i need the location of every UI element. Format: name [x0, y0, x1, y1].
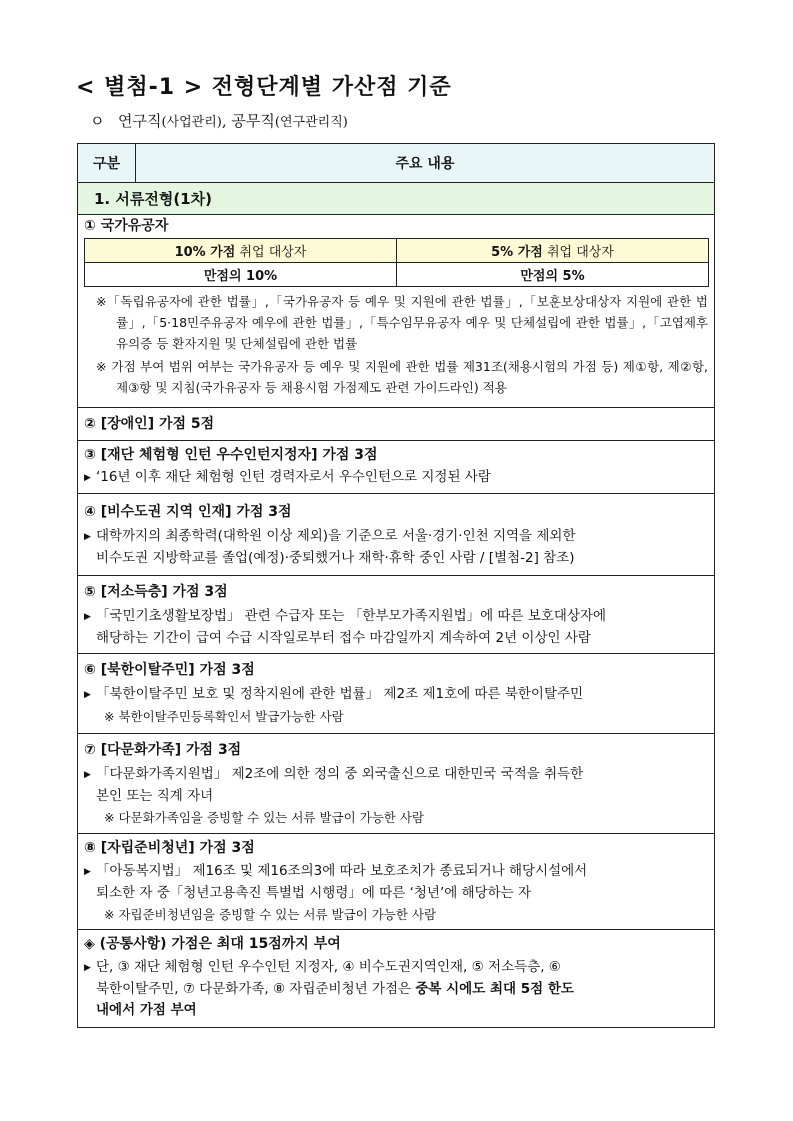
item-line: 북한이탈주민, ⑦ 다문화가족, ⑧ 자립준비청년 가점은 — [96, 981, 416, 997]
item-note: ※ 자립준비청년임을 증빙할 수 있는 서류 발급이 가능한 사람 — [104, 907, 437, 922]
item-youth — [77, 834, 715, 930]
item-common — [77, 930, 715, 1028]
item-heading: ⑦ [다문화가족] 가점 3점 — [84, 742, 242, 758]
item-multicultural — [77, 734, 715, 834]
item-heading: ◈ (공통사항) 가점은 최대 15점까지 부여 — [84, 936, 341, 952]
section-heading: 1. 서류전형(1차) — [77, 183, 715, 215]
item-veterans — [77, 214, 715, 408]
item-heading: ② [장애인] 가점 5점 — [84, 416, 215, 432]
item-note: ※ 다문화가족임을 증빙할 수 있는 서류 발급이 가능한 사람 — [104, 810, 424, 825]
item-line: 해당하는 기간이 급여 수급 시작일로부터 접수 마감일까지 계속하여 2년 이상인 사람 — [96, 630, 591, 646]
item-heading: ③ [재단 체험형 인턴 우수인턴지정자] 가점 3점 — [84, 447, 378, 463]
item-line: 퇴소한 자 중「청년고용촉진 특별법 시행령」에 따른 ‘청년’에 해당하는 자 — [96, 885, 532, 901]
item-line: 본인 또는 직계 자녀 — [96, 788, 214, 804]
triangle-bullet-icon: ▶ — [84, 473, 91, 483]
subtitle-text-1-sub: (사업관리) — [161, 115, 222, 130]
triangle-bullet-icon: ▶ — [84, 690, 91, 700]
header-col-category: 구분 — [78, 144, 136, 182]
item-intern — [77, 441, 715, 494]
triangle-bullet-icon: ▶ — [84, 770, 91, 780]
veterans-score-5: 만점의 5% — [397, 263, 709, 287]
bullet-icon: ㅇ — [90, 112, 105, 130]
item-heading: ① 국가유공자 — [84, 218, 169, 234]
subtitle-text-2-sub: (연구관리직) — [274, 115, 348, 130]
item-line: 「북한이탈주민 보호 및 정착지원에 관한 법률」 제2조 제1호에 따른 북한이탈주민 — [96, 686, 584, 702]
subtitle — [90, 110, 348, 131]
page-title: < 별첨-1 > 전형단계별 가산점 기준 — [76, 75, 452, 100]
item-line: 단, ③ 재단 체험형 인턴 우수인턴 지정자, ④ 비수도권지역인재, ⑤ 저소득층, ⑥ — [96, 959, 561, 975]
item-regional — [77, 494, 715, 576]
item-heading: ⑥ [북한이탈주민] 가점 3점 — [84, 662, 255, 678]
item-line: 「국민기초생활보장법」 관련 수급자 또는 「한부모가족지원법」에 따른 보호대상자에 — [96, 608, 607, 624]
item-heading: ④ [비수도권 지역 인재] 가점 3점 — [84, 504, 292, 520]
veterans-note-range: ※ 가점 부여 범위 여부는 국가유공자 등 예우 및 지원에 관한 법률 제31조(채용시험의 가점 등) 제①항, 제②항, 제③항 및 지침(국가유공자 등 채용시험 가점제도 관련 가이드라인) 적용 — [96, 359, 708, 395]
veterans-score-10: 만점의 10% — [85, 263, 397, 287]
item-line: 비수도권 지방학교를 졸업(예정)·중퇴했거나 재학·휴학 중인 사람 / [별첨-2] 참조) — [96, 550, 575, 566]
header-col-content: 주요 내용 — [395, 156, 455, 172]
subtitle-text-1: 연구직 — [118, 112, 162, 130]
item-disabled — [77, 408, 715, 441]
item-line: 「아동복지법」 제16조 및 제16조의3에 따라 보호조치가 종료되거나 해당시설에서 — [96, 863, 588, 879]
item-note: ※ 북한이탈주민등록확인서 발급가능한 사람 — [104, 709, 344, 724]
subtitle-sep: , 공무직 — [221, 112, 275, 130]
item-line: ‘16년 이후 재단 체험형 인턴 경력자로서 우수인턴으로 지정된 사람 — [96, 469, 491, 485]
item-line: 대학까지의 최종학력(대학원 이상 제외)을 기준으로 서울·경기·인천 지역을 제외한 — [96, 528, 576, 544]
veterans-note-laws: ※「독립유공자에 관한 법률」,「국가유공자 등 예우 및 지원에 관한 법률」,「보훈보상대상자 지원에 관한 법률」,「5·18민주유공자 예우에 관한 법률」,「특수임무유공자 예우 및 단체설립에 관한 법률」,「고엽제후유의증 등 환자지원 및 단체설립에 관한 법률 — [96, 294, 708, 351]
item-line-emphasis: 중복 시에도 최대 5점 한도 — [415, 981, 574, 997]
item-defector — [77, 654, 715, 734]
triangle-bullet-icon: ▶ — [84, 612, 91, 622]
triangle-bullet-icon: ▶ — [84, 963, 91, 973]
item-heading: ⑧ [자립준비청년] 가점 3점 — [84, 840, 255, 856]
triangle-bullet-icon: ▶ — [84, 867, 91, 877]
item-low-income — [77, 576, 715, 654]
veterans-cell-5: 5% 가점 취업 대상자 — [397, 239, 709, 263]
veterans-cell-10: 10% 가점 취업 대상자 — [85, 239, 397, 263]
item-line: 「다문화가족지원법」 제2조에 의한 정의 중 외국출신으로 대한민국 국적을 취득한 — [96, 766, 584, 782]
table-header — [77, 143, 715, 183]
item-heading: ⑤ [저소득층] 가점 3점 — [84, 584, 228, 600]
item-line-emphasis: 내에서 가점 부여 — [96, 1002, 197, 1018]
triangle-bullet-icon: ▶ — [84, 532, 91, 542]
veterans-table — [84, 238, 709, 287]
